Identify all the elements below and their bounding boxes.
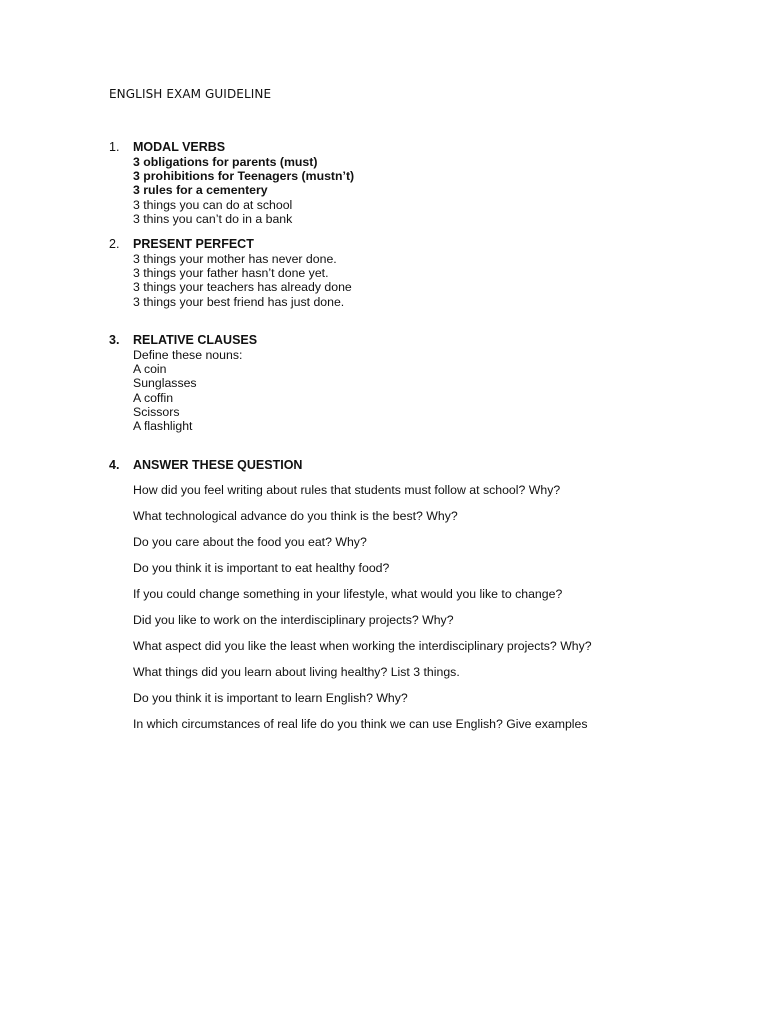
- question-item: What aspect did you like the least when working the interdisciplinary projects? Why?: [133, 639, 592, 653]
- list-item: 3 things you can do at school: [133, 197, 293, 212]
- section-present-perfect: [109, 237, 352, 309]
- question-item: Do you care about the food you eat? Why?: [133, 535, 367, 549]
- list-item: Define these nouns:: [133, 348, 243, 362]
- question-item: Did you like to work on the interdisciplinary projects? Why?: [133, 613, 454, 627]
- section-number: 4.: [109, 458, 120, 472]
- question-item: What technological advance do you think is the best? Why?: [133, 509, 458, 523]
- list-item: 3 obligations for parents (must): [133, 155, 318, 169]
- question-item: If you could change something in your lifestyle, what would you like to change?: [133, 587, 563, 601]
- question-item: Do you think it is important to learn English? Why?: [133, 691, 408, 705]
- question-item: In which circumstances of real life do you think we can use English? Give examples: [133, 717, 588, 731]
- section-heading: MODAL VERBS: [133, 140, 226, 154]
- section-items: [133, 348, 242, 433]
- section-number: 3.: [109, 333, 120, 347]
- list-item: A coffin: [133, 390, 174, 405]
- section-heading: PRESENT PERFECT: [133, 237, 254, 251]
- section-heading-row: [109, 237, 352, 252]
- list-item: A flashlight: [133, 419, 193, 434]
- section-heading: ANSWER THESE QUESTION: [133, 458, 303, 472]
- list-item: 3 things your teachers has already done: [133, 280, 352, 295]
- section-items: [133, 252, 352, 309]
- section-heading-row: [109, 333, 258, 348]
- section-number: 1.: [109, 140, 120, 154]
- list-item: 3 things your best friend has just done.: [133, 294, 345, 309]
- section-heading-row: [109, 458, 592, 473]
- list-item: 3 rules for a cementery: [133, 183, 268, 198]
- list-item: Sunglasses: [133, 376, 197, 391]
- section-items: [133, 155, 354, 226]
- list-item: 3 prohibitions for Teenagers (mustn’t): [133, 169, 355, 184]
- section-answer-questions: [109, 458, 592, 743]
- section-heading: RELATIVE CLAUSES: [133, 333, 258, 347]
- list-item: 3 things your mother has never done.: [133, 252, 337, 266]
- list-item: 3 thins you can’t do in a bank: [133, 211, 293, 226]
- question-item: Do you think it is important to eat healthy food?: [133, 561, 390, 575]
- list-item: Scissors: [133, 404, 180, 419]
- section-number: 2.: [109, 237, 120, 251]
- document-title: ENGLISH EXAM GUIDELINE: [109, 87, 272, 101]
- section-relative-clauses: [109, 333, 258, 434]
- question-item: How did you feel writing about rules that students must follow at school? Why?: [133, 483, 561, 497]
- list-item: A coin: [133, 362, 167, 377]
- question-item: What things did you learn about living healthy? List 3 things.: [133, 665, 460, 679]
- section-modal-verbs: [109, 140, 354, 226]
- list-item: 3 things your father hasn’t done yet.: [133, 266, 329, 281]
- section-heading-row: [109, 140, 354, 155]
